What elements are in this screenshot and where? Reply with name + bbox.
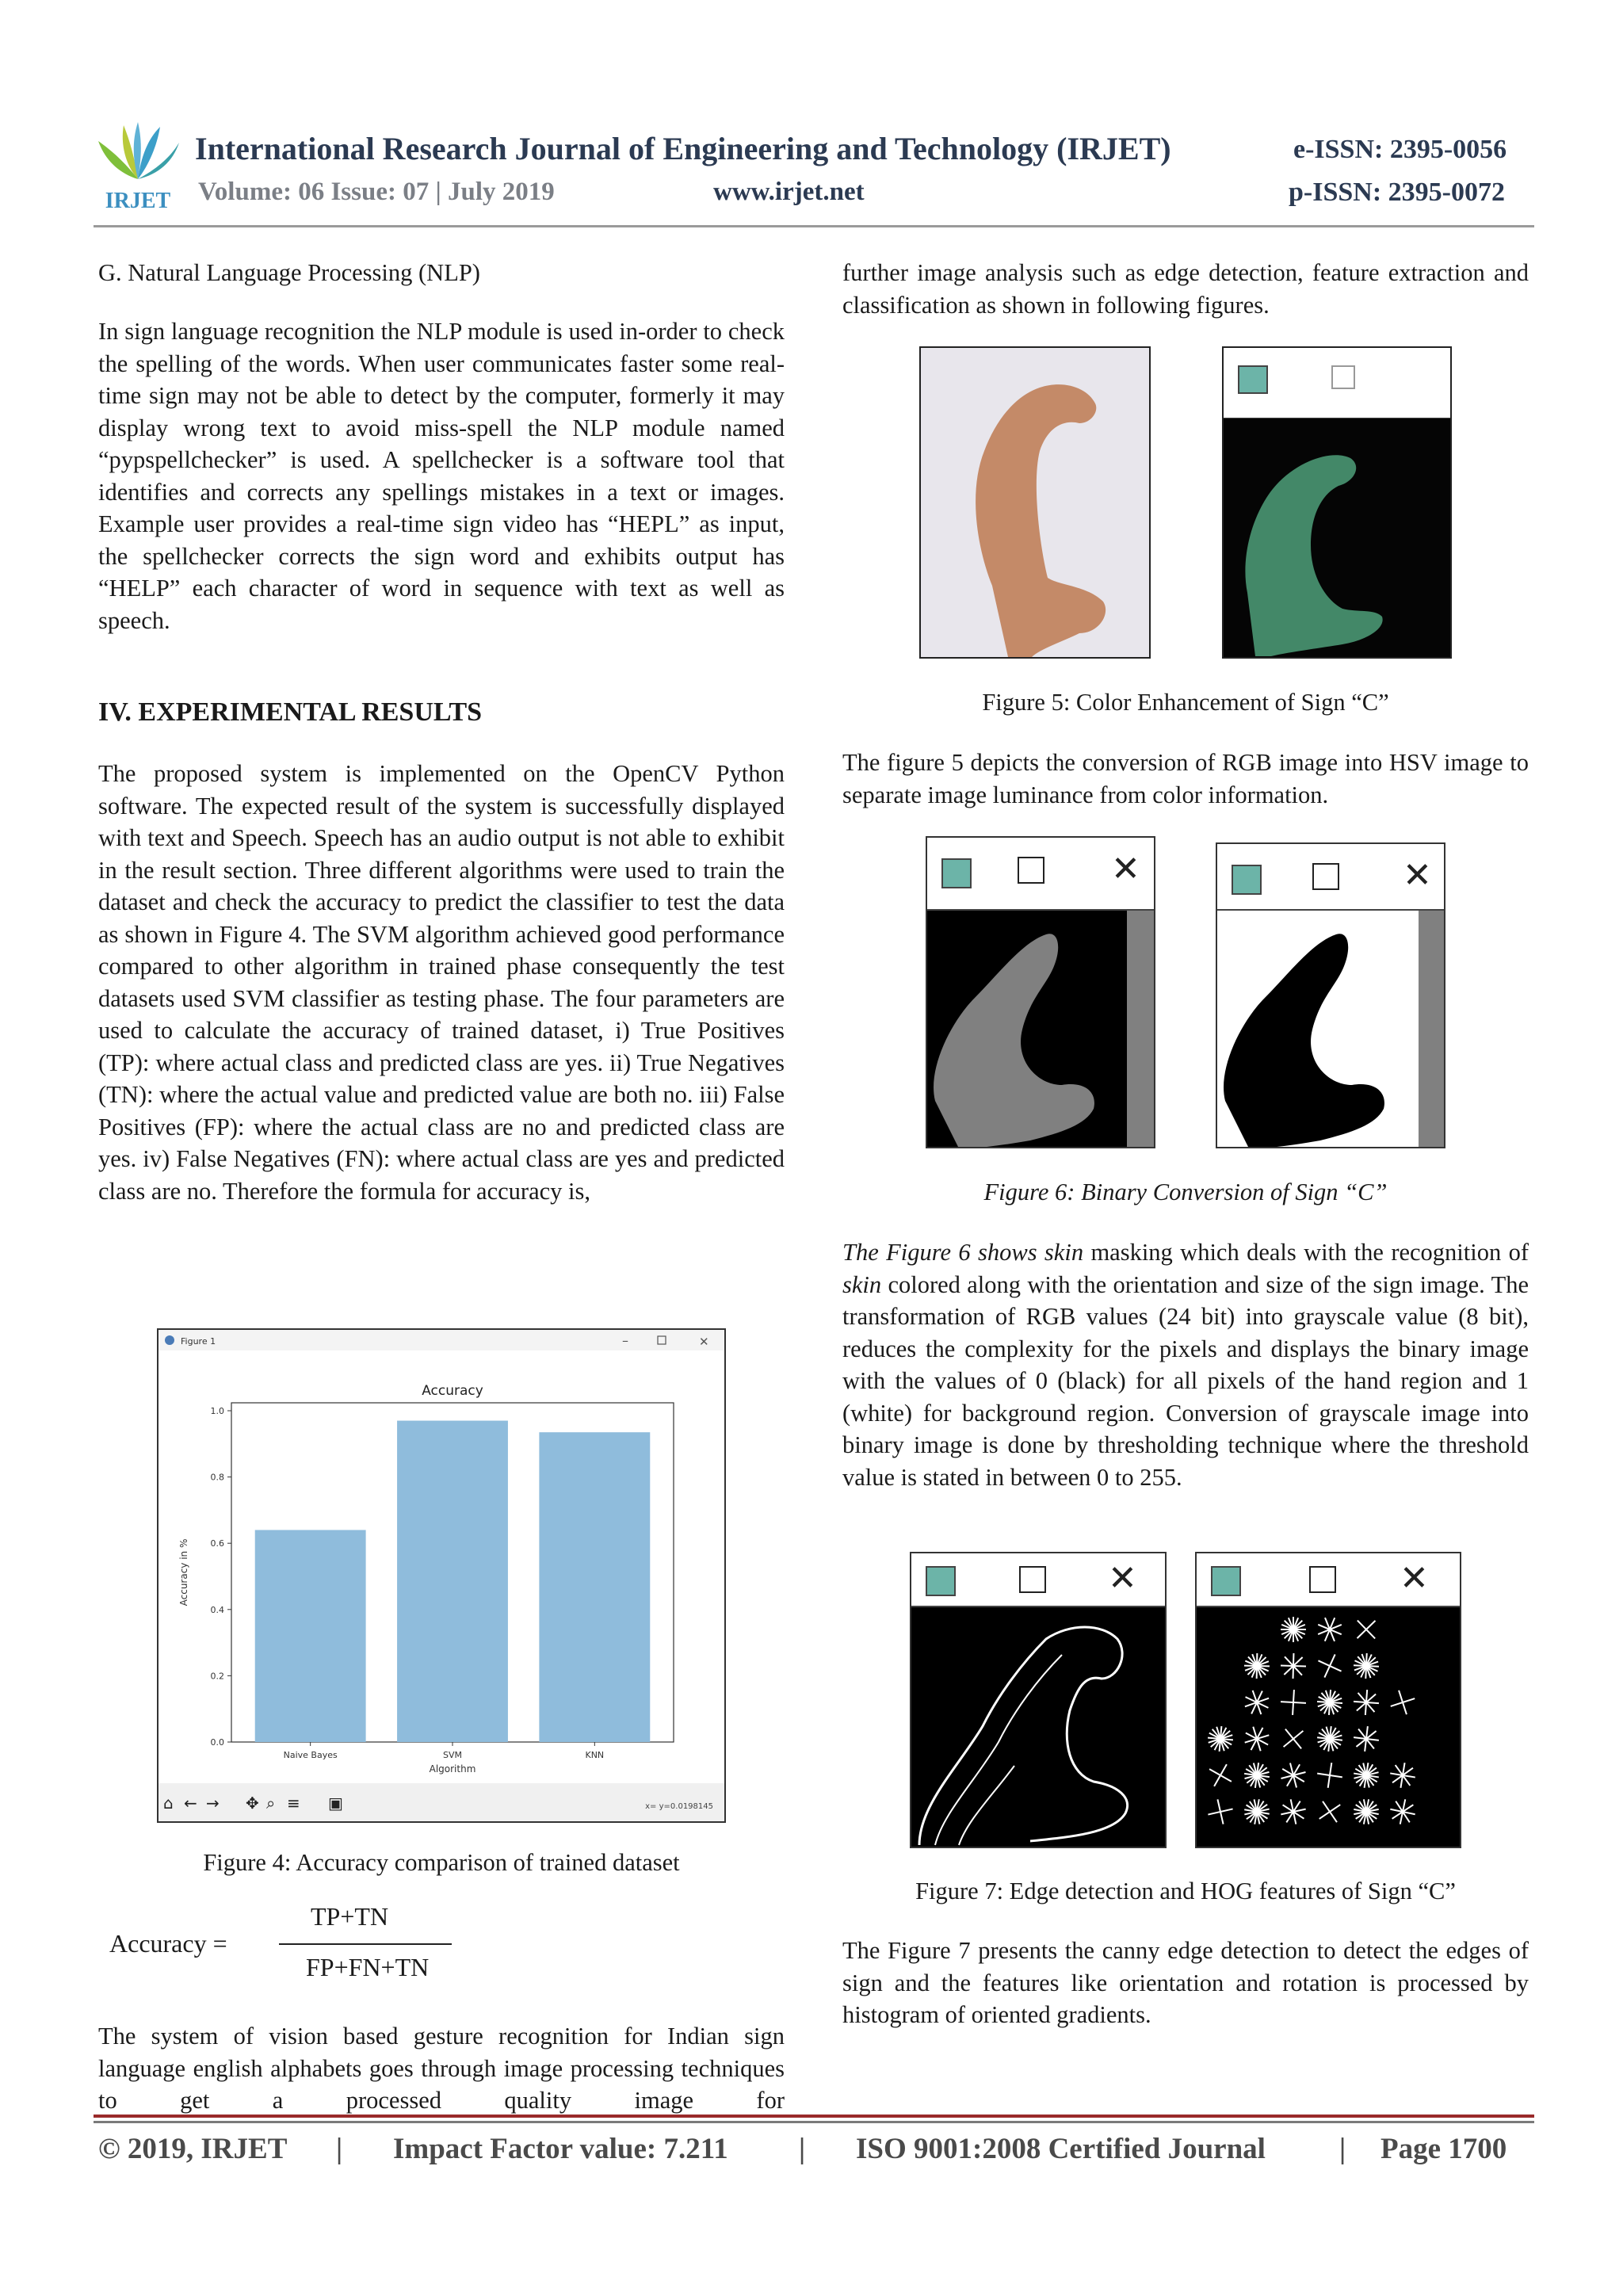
maximize-icon	[1312, 863, 1339, 890]
maximize-icon	[1018, 857, 1044, 884]
figure-6-paragraph	[842, 1236, 1529, 1493]
y-tick-label: 0.6	[210, 1538, 224, 1549]
figure-4-chart-window	[157, 1328, 726, 1823]
figure-7-edge-window	[910, 1552, 1167, 1848]
footer-separator: |	[799, 2133, 806, 2165]
y-axis-label: Accuracy in %	[178, 1538, 189, 1606]
toolbar-status: x= y=0.0198145	[645, 1802, 713, 1811]
footer-separator: |	[336, 2133, 343, 2165]
y-tick-label: 0.8	[210, 1472, 224, 1483]
nlp-heading: G. Natural Language Processing (NLP)	[98, 259, 480, 286]
hand-sign-c-grayscale-mask	[927, 911, 1154, 1148]
x-tick-label: SVM	[443, 1750, 462, 1760]
journal-website[interactable]: www.irjet.net	[713, 178, 865, 206]
figure-6-grayscale-window	[926, 836, 1155, 1148]
x-tick-label: Naive Bayes	[283, 1750, 338, 1760]
y-tick-label: 0.0	[210, 1737, 224, 1748]
intro-paragraph: further image analysis such as edge detection, feature extraction and classification as shown in following figures.	[842, 259, 1529, 319]
hog-cell	[1354, 1653, 1379, 1679]
footer-page-number: Page 1700	[1381, 2133, 1507, 2165]
footer-impact-factor: Impact Factor value: 7.211	[393, 2133, 728, 2165]
bar-naive-bayes	[255, 1530, 366, 1742]
hog-cell	[1244, 1653, 1270, 1679]
figure-4-caption: Figure 4: Accuracy comparison of trained dataset	[203, 1849, 680, 1876]
footer-copyright: © 2019, IRJET	[98, 2133, 288, 2165]
figure-6-binary-window	[1216, 842, 1445, 1148]
figure-5-enhanced-window	[1222, 346, 1452, 659]
figure-6-caption: Figure 6: Binary Conversion of Sign “C”	[983, 1179, 1388, 1205]
maximize-icon	[1331, 365, 1355, 389]
back-arrow-icon: ←	[184, 1794, 197, 1813]
accuracy-chart	[158, 1330, 724, 1821]
formula-denominator: FP+FN+TN	[306, 1953, 430, 1981]
figure-6-paragraph-rest: colored along with the orientation and size of the sign image. The transformation of RGB values (24 bit) into grayscale value (8 bit), reduces the complexity for the pixels and displays the binary image with the values of 0 (black) for all pixels of the hand region and 1 (white) for background region. Conversion of grayscale image into binary image is done by thresholding technique where the threshold value is stated in between 0 to 255.	[842, 1270, 1529, 1491]
x-tick-label: KNN	[585, 1750, 605, 1760]
journal-title: International Research Journal of Engineering and Technology (IRJET)	[195, 131, 1171, 166]
hand-sign-c-binary-mask	[1217, 911, 1444, 1148]
figure-5-paragraph: The figure 5 depicts the conversion of RGB image into HSV image to separate image luminance from color information.	[842, 749, 1529, 808]
window-title: Figure 1	[181, 1336, 216, 1347]
pan-icon: ✥	[246, 1794, 259, 1813]
bar-knn	[539, 1432, 650, 1742]
hog-features-visualization	[1197, 1607, 1460, 1848]
hand-sign-c-color-enhanced	[1224, 418, 1450, 656]
window-app-icon	[941, 858, 972, 888]
figure-6-paragraph-mid: masking which deals with the recognition of	[1083, 1239, 1529, 1266]
window-app-icon	[926, 1566, 956, 1596]
close-icon: ✕	[1108, 1558, 1137, 1599]
footer-rule-gray	[94, 2121, 1534, 2123]
home-icon: ⌂	[163, 1794, 174, 1813]
y-tick-label: 1.0	[210, 1406, 224, 1416]
window-app-icon	[165, 1335, 174, 1345]
pissn: p-ISSN: 2395-0072	[1289, 178, 1505, 207]
close-icon: ✕	[1111, 849, 1140, 889]
figure-7-hog-window	[1195, 1552, 1461, 1848]
figure-7-paragraph: The Figure 7 presents the canny edge detection to detect the edges of sign and the features like orientation and rotation is processed by histogram of oriented gradients.	[842, 1937, 1529, 2028]
subplots-icon: ≡	[287, 1794, 300, 1813]
minimize-icon: –	[622, 1333, 628, 1348]
figure-7-caption: Figure 7: Edge detection and HOG features of Sign “C”	[915, 1878, 1456, 1904]
figure-5-caption: Figure 5: Color Enhancement of Sign “C”	[982, 689, 1389, 716]
maximize-icon	[1019, 1566, 1046, 1593]
hog-cell	[1281, 1653, 1306, 1679]
bar-svm	[397, 1421, 508, 1742]
x-axis-label: Algorithm	[429, 1763, 476, 1775]
y-tick-label: 0.2	[210, 1671, 224, 1682]
experimental-results-heading: IV. EXPERIMENTAL RESULTS	[98, 697, 483, 727]
hog-cell	[1281, 1617, 1306, 1642]
svg-text:IRJET: IRJET	[105, 189, 171, 213]
window-app-icon	[1238, 365, 1268, 394]
forward-arrow-icon: →	[206, 1794, 220, 1813]
close-icon: ✕	[1400, 1558, 1429, 1599]
hand-sign-c-canny-edges	[911, 1607, 1165, 1848]
results-paragraph: The proposed system is implemented on the OpenCV Python software. The expected result of the system is successfully displayed with text and Speech. Speech has an audio output is not able to exhibit in the result section. Three different algorithms were used to train the dataset and check the accuracy to predict the classifier to test the data as shown in Figure 4. The SVM algorithm achieved good performance compared to other algorithm in trained phase consequently the test datasets used SVM classifier as testing phase. The four parameters are used to calculate the accuracy of trained dataset, i) True Positives (TP): where actual class and predicted class are yes. ii) True Negatives (TN): where the actual value and predicted value are both no. iii) False Positives (FP): where the actual class are no and predicted class are yes. iv) False Negatives (FN): where actual class are yes and predicted class are no. Therefore the formula for accuracy is,	[98, 760, 785, 1205]
footer-iso: ISO 9001:2008 Certified Journal	[856, 2133, 1266, 2165]
volume-issue: Volume: 06 Issue: 07 | July 2019	[198, 178, 555, 206]
close-icon: ✕	[699, 1335, 709, 1349]
eissn: e-ISSN: 2395-0056	[1293, 135, 1507, 164]
zoom-icon: ⌕	[266, 1794, 276, 1813]
y-tick-label: 0.4	[210, 1604, 224, 1615]
formula-label: Accuracy =	[109, 1929, 227, 1958]
save-icon: ▣	[328, 1794, 343, 1813]
window-app-icon	[1211, 1566, 1241, 1596]
nlp-paragraph: In sign language recognition the NLP module is used in-order to check the spelling of the words. When user communicates faster some real-time sign may not be able to detect by the computer, formerly it may display wrong text to avoid miss-spell the NLP module named “pypspellchecker” is used. A spellchecker is a software tool that identifies and corrects any spellings mistakes in a text or images. Example user provides a real-time sign video has “HEPL” as input, the spellchecker corrects the sign word and exhibits output has “HELP” each character of word in sequence with text as well as speech.	[98, 318, 785, 634]
chart-title: Accuracy	[422, 1383, 483, 1399]
figure-6-paragraph-skin: skin	[842, 1270, 882, 1298]
closing-paragraph: The system of vision based gesture recognition for Indian sign language english alphabets goes through image processing techniques to get a processed quality image for	[98, 2023, 785, 2114]
formula-numerator: TP+TN	[311, 1902, 389, 1931]
maximize-icon	[1309, 1566, 1336, 1593]
formula-fraction-bar	[279, 1943, 452, 1945]
irjet-logo	[94, 117, 182, 214]
close-icon: ✕	[1403, 855, 1432, 896]
window-app-icon	[1232, 865, 1262, 895]
footer-rule-red	[94, 2115, 1534, 2118]
figure-6-paragraph-lead: The Figure 6 shows skin	[842, 1239, 1084, 1266]
hand-sign-c-photo	[921, 348, 1149, 657]
header-divider	[94, 225, 1534, 227]
footer-separator: |	[1339, 2133, 1346, 2165]
figure-5-original-hand-photo	[919, 346, 1151, 659]
